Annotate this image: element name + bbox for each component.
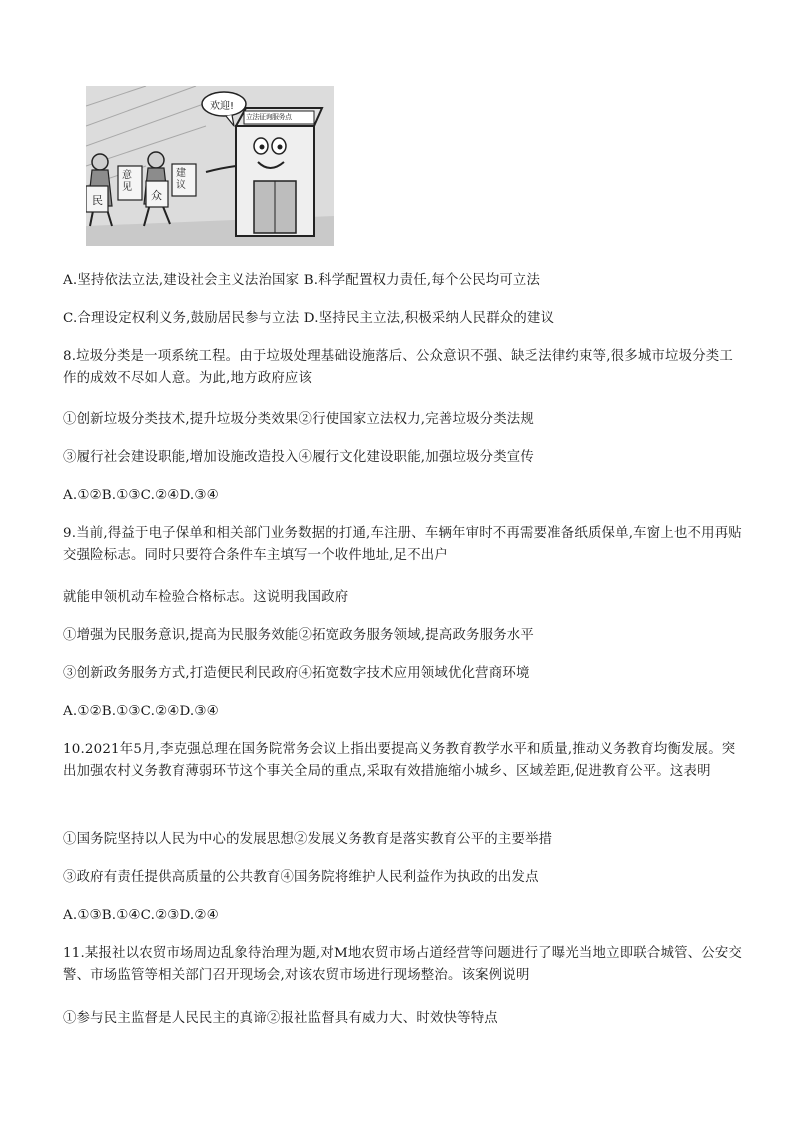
q10-options: A.①③B.①④C.②③D.②④ [63, 908, 219, 923]
q7-option-ab: A.坚持依法立法,建设社会主义法治国家 B.科学配置权力责任,每个公民均可立法 [63, 273, 541, 288]
sign-text: 立法征询服务点 [246, 113, 292, 121]
q8-options: A.①②B.①③C.②④D.③④ [63, 488, 219, 503]
q9-statements-12: ①增强为民服务意识,提高为民服务效能②拓宽政务服务领域,提高政务服务水平 [63, 628, 534, 643]
q8-statements-34: ③履行社会建设职能,增加设施改造投入④履行文化建设职能,加强垃圾分类宣传 [63, 450, 534, 465]
q9-stem-b: 就能申领机动车检验合格标志。这说明我国政府 [63, 590, 349, 605]
q9-stem-a: 9.当前,得益于电子保单和相关部门业务数据的打通,车注册、车辆年审时不再需要准备纸质保单,车窗上也不用再贴交强险标志。同时只要符合条件车主填写一个收件地址,足不出户 [63, 526, 742, 563]
q7-option-cd: C.合理设定权利义务,鼓励居民参与立法 D.坚持民主立法,积极采纳人民群众的建议 [63, 311, 555, 326]
q9-options: A.①②B.①③C.②④D.③④ [63, 704, 219, 719]
q8-statements-12: ①创新垃圾分类技术,提升垃圾分类效果②行使国家立法权力,完善垃圾分类法规 [63, 412, 534, 427]
q8-stem: 8.垃圾分类是一项系统工程。由于垃圾处理基础设施落后、公众意识不强、缺乏法律约束等,很多城市垃圾分类工作的成效不尽如人意。为此,地方政府应该 [63, 349, 733, 386]
q11-stem: 11.某报社以农贸市场周边乱象待治理为题,对M地农贸市场占道经营等问题进行了曝光当地立即联合城管、公安交警、市场监管等相关部门召开现场会,对该农贸市场进行现场整治。该案例说明 [63, 946, 743, 983]
cartoon-illustration [86, 86, 334, 246]
q10-statements-34: ③政府有责任提供高质量的公共教育④国务院将维护人民利益作为执政的出发点 [63, 870, 539, 885]
label-jianyi: 建议 [176, 168, 186, 191]
label-yijian: 意见 [122, 170, 132, 193]
q10-stem: 10.2021年5月,李克强总理在国务院常务会议上指出要提高义务教育教学水平和质量,推动义务教育均衡发展。突出加强农村义务教育薄弱环节这个事关全局的重点,采取有效措施缩小城乡、区域差距,促进教育公平。这表明 [63, 742, 736, 779]
label-min: 民 [92, 194, 103, 207]
speech-bubble-text: 欢迎! [210, 101, 235, 112]
q10-statements-12: ①国务院坚持以人民为中心的发展思想②发展义务教育是落实教育公平的主要举措 [63, 832, 553, 847]
q11-statements-12: ①参与民主监督是人民民主的真谛②报社监督具有威力大、时效快等特点 [63, 1011, 498, 1026]
label-zhong: 众 [151, 189, 162, 202]
q9-statements-34: ③创新政务服务方式,打造便民利民政府④拓宽数字技术应用领域优化营商环境 [63, 666, 530, 681]
